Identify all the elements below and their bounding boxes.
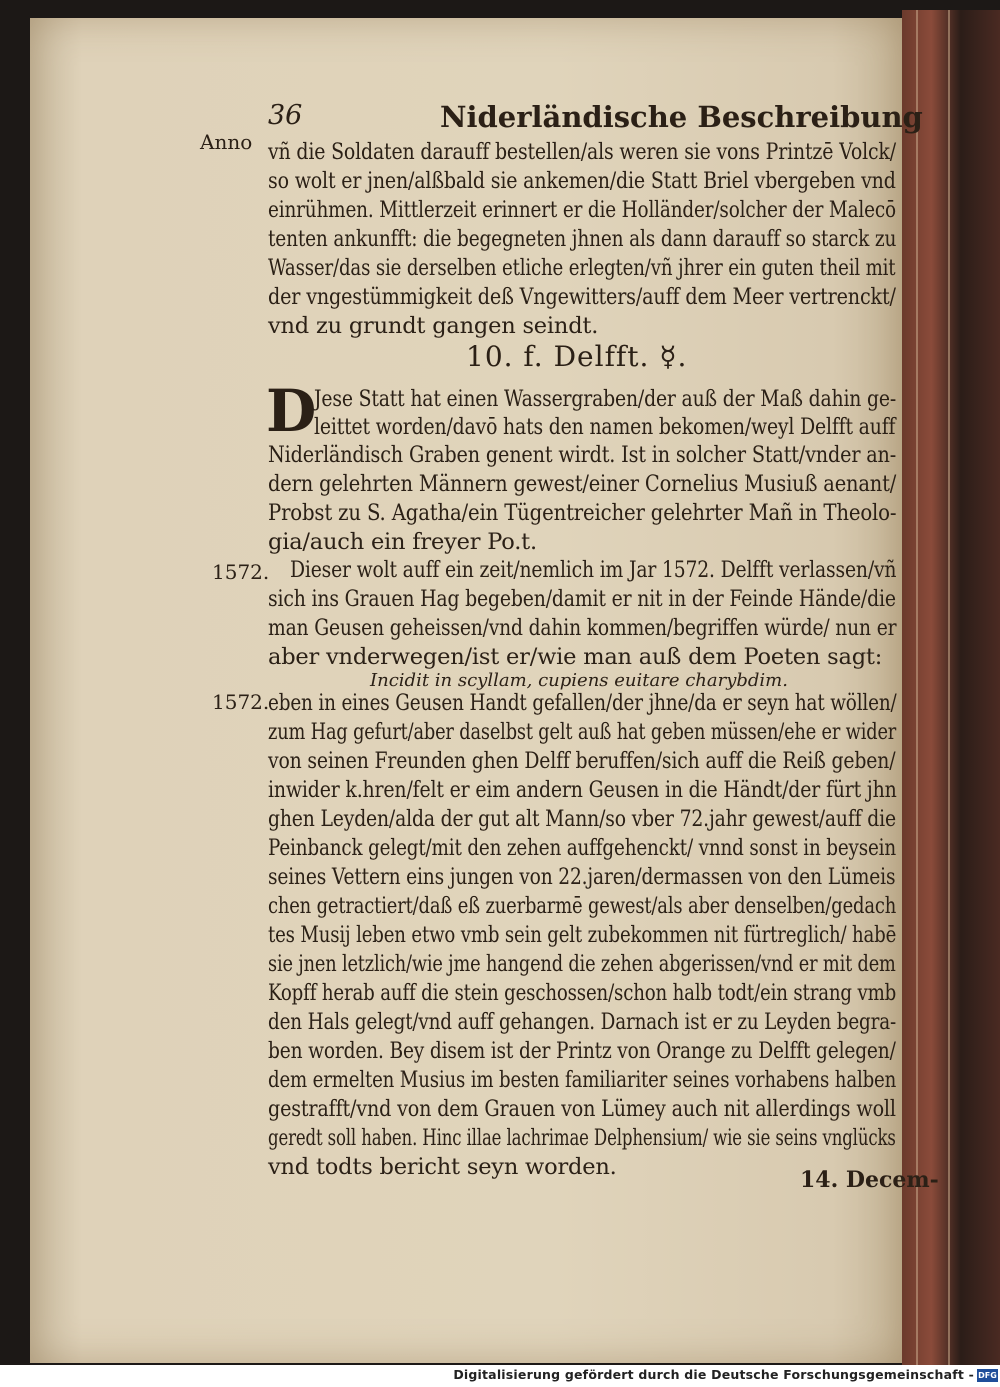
text-line: vnd todts bericht seyn worden. bbox=[268, 1154, 617, 1180]
dfg-logo-icon: DFG bbox=[978, 1371, 997, 1380]
page-number: 36 bbox=[268, 100, 303, 131]
text-line: einrühmen. Mittlerzeit erinnert er die Holländer/solcher der Malecō bbox=[268, 197, 896, 223]
text-line: zum Hag gefurt/aber daselbst gelt auß hat geben müssen/ehe er wider bbox=[268, 719, 897, 745]
text-line: Niderländisch Graben genent wirdt. Ist in solcher Statt/vnder an- bbox=[268, 442, 897, 468]
text-line: Kopff herab auff die stein geschossen/schon halb todt/ein strang vmb bbox=[268, 980, 897, 1006]
text-line: sie jnen letzlich/wie jme hangend die zehen abgerissen/vnd er mit dem bbox=[268, 951, 896, 977]
funding-credit: Digitalisierung gefördert durch die Deutsche Forschungsgemeinschaft - bbox=[453, 1367, 974, 1382]
margin-note-anno: Anno bbox=[200, 130, 253, 154]
running-head: Niderländische Beschreibung bbox=[440, 100, 923, 134]
drop-cap: D bbox=[266, 377, 317, 445]
text-line: vnd zu grundt gangen seindt. bbox=[268, 313, 599, 339]
text-line: sich ins Grauen Hag begeben/damit er nit in der Feinde Hände/die bbox=[268, 586, 896, 612]
margin-year: 1572. bbox=[212, 690, 270, 714]
text-line: Wasser/das sie derselben etliche erlegten/vñ jhrer ein guten theil mit bbox=[268, 255, 896, 281]
text-line: Dieser wolt auff ein zeit/nemlich im Jar 1572. Delfft verlassen/vñ bbox=[290, 557, 897, 583]
catchword: 14. Decem- bbox=[800, 1167, 939, 1193]
text-line: von seinen Freunden ghen Delff beruffen/sich auff die Reiß geben/ bbox=[268, 748, 896, 774]
text-line: Probst zu S. Agatha/ein Tügentreicher gelehrter Mañ in Theolo- bbox=[268, 500, 897, 526]
text-line: seines Vettern eins jungen von 22.jaren/dermassen von den Lümeis bbox=[268, 864, 896, 890]
section-heading: 10. f. Delfft. ☿. bbox=[466, 340, 688, 373]
text-line: man Geusen geheissen/vnd dahin kommen/begriffen würde/ nun er bbox=[268, 615, 897, 641]
text-line: Jese Statt hat einen Wassergraben/der auß der Maß dahin ge- bbox=[314, 386, 897, 412]
text-line: dern gelehrten Männern gewest/einer Cornelius Musiuß aenant/ bbox=[268, 471, 897, 497]
text-line: ghen Leyden/alda der gut alt Mann/so vber 72.jahr gewest/auff die bbox=[268, 806, 896, 832]
latin-quote: Incidit in scyllam, cupiens euitare charybdim. bbox=[370, 670, 788, 691]
text-line: vñ die Soldaten darauff bestellen/als weren sie vons Printzē Volck/ bbox=[268, 139, 896, 165]
text-line: tes Musij leben etwo vmb sein gelt zubekommen nit fürtreglich/ habē bbox=[268, 922, 897, 948]
text-line: ben worden. Bey disem ist der Printz von Orange zu Delfft gelegen/ bbox=[268, 1038, 896, 1064]
text-line: tenten ankunfft: die begegneten jhnen als dann darauff so starck zu bbox=[268, 226, 897, 252]
text-line: chen getractiert/daß eß zuerbarmē gewest/als aber denselben/gedach bbox=[268, 893, 897, 919]
text-line: dem ermelten Musius im besten familiariter seines vorhabens halben bbox=[268, 1067, 897, 1093]
text-line: gestrafft/vnd von dem Grauen von Lümey auch nit allerdings woll bbox=[268, 1096, 896, 1122]
book-spine bbox=[902, 10, 1000, 1365]
text-line: Peinbanck gelegt/mit den zehen auffgehenckt/ vnnd sonst in beysein bbox=[268, 835, 897, 861]
margin-year: 1572. bbox=[212, 560, 270, 584]
text-line: eben in eines Geusen Handt gefallen/der jhne/da er seyn hat wöllen/ bbox=[268, 690, 897, 716]
spine-stripe bbox=[948, 10, 950, 1365]
text-line: der vngestümmigkeit deß Vngewitters/auff dem Meer vertrenckt/ bbox=[268, 284, 896, 310]
text-line: so wolt er jnen/alßbald sie ankemen/die Statt Briel vbergeben vnd bbox=[268, 168, 896, 194]
text-line: den Hals gelegt/vnd auff gehangen. Darnach ist er zu Leyden begra- bbox=[268, 1009, 897, 1035]
text-line: inwider k.hren/felt er eim andern Geusen in die Händt/der fürt jhn bbox=[268, 777, 897, 803]
spine-stripe bbox=[916, 10, 918, 1365]
text-line: gia/auch ein freyer Po.t. bbox=[268, 529, 537, 555]
text-line: aber vnderwegen/ist er/wie man auß dem Poeten sagt: bbox=[268, 644, 883, 670]
text-line: geredt soll haben. Hinc illae lachrimae Delphensium/ wie sie seins vnglücks bbox=[268, 1125, 896, 1151]
footer-bar bbox=[0, 1365, 1000, 1387]
text-line: leittet worden/davō hats den namen bekomen/weyl Delfft auff bbox=[314, 414, 896, 440]
